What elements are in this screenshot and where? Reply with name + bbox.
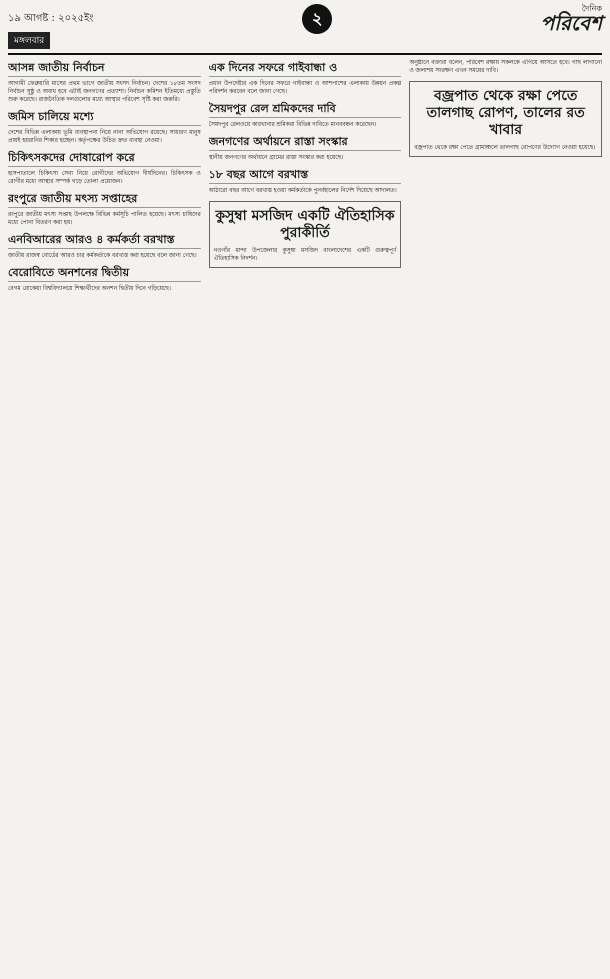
article-headline: রংপুরে জাতীয় মৎস্য সপ্তাহের (8, 192, 201, 208)
issue-date: ১৯ আগষ্ট : ২০২৫ইং (8, 12, 94, 24)
article-body: হাসপাতালে চিকিৎসা সেবা নিয়ে রোগীদের অভিযোগ দীর্ঘদিনের। চিকিৎসক ও রোগীর মধ্যে আস্থার সম্পর্ক গড়ে তোলা প্রয়োজন। (8, 171, 201, 185)
article-headline: চিকিৎসকদের দোষারোপ করে (8, 151, 201, 167)
column-left (8, 59, 201, 979)
feature-article (209, 201, 402, 268)
article-headline: সৈয়দপুর রেল শ্রমিকদের দাবি (209, 102, 402, 118)
article-headline: বেরোবিতে অনশনের দ্বিতীয় (8, 266, 201, 282)
article (8, 151, 201, 186)
article-headline: জমিস চালিয়ে মশ্যে (8, 110, 201, 126)
article-body: অনুষ্ঠানে বক্তারা বলেন, পরিবেশ রক্ষায় সকলকে এগিয়ে আসতে হবে। গাছ লাগানো ও জলাশয় সংরক্ষণ এখন সময়ের দাবি। (409, 60, 602, 74)
day-row (8, 32, 602, 49)
feature-article (409, 81, 602, 157)
article-body: স্থানীয় জনগণের অর্থায়নে গ্রামের রাস্তা সংস্কার করা হয়েছে। (208, 155, 344, 161)
feature-headline: বজ্রপাত থেকে রক্ষা পেতে তালগাছ রোপণ, তালের রত খাবার (426, 88, 585, 138)
weekday-label: মঙ্গলবার (8, 32, 50, 49)
article-body: সৈয়দপুর রেলওয়ে কারখানার শ্রমিকরা বিভিন্ন দাবিতে মানববন্ধন করেছেন। (208, 122, 377, 128)
article-headline: এনবিআরের আরও ৪ কর্মকর্তা বরখাস্ত (8, 233, 201, 249)
masthead (8, 4, 602, 35)
article-headline: ১৮ বছর আগে বরখাস্ত (209, 168, 402, 184)
article-headline: এক দিনের সফরে গাইবান্ধা ও (209, 61, 402, 77)
article (209, 61, 402, 96)
article-body: বেগম রোকেয়া বিশ্ববিদ্যালয়ে শিক্ষার্থীদের অনশন দ্বিতীয় দিনে গড়িয়েছে। (8, 286, 171, 292)
article (409, 59, 602, 75)
column-right (409, 59, 602, 979)
article (209, 102, 402, 129)
article (8, 233, 201, 260)
article (8, 110, 201, 145)
page-number-badge: ২ (302, 4, 332, 34)
article-headline: আসন্ন জাতীয় নির্বাচন (8, 61, 201, 77)
article-headline: জনগণের অর্থায়নে রাস্তা সংস্কার (209, 135, 402, 151)
column-middle (209, 59, 402, 979)
article-body: দেশের বিভিন্ন এলাকায় ভূমি ব্যবস্থাপনা নিয়ে নানা অভিযোগ রয়েছে। সাধারণ মানুষ প্রায়ই হয়রানির শিকার হচ্ছেন। কর্তৃপক্ষের উচিত দ্রুত ব্যবস্থা নেওয়া। (8, 130, 201, 144)
article-body: প্রধান উপদেষ্টার এক দিনের সফরে গাইবান্ধা ও আশপাশের এলাকায় উন্নয়ন প্রকল্প পরিদর্শন করবেন বলে জানা গেছে। (208, 81, 402, 95)
article (209, 168, 402, 195)
newspaper-logo (541, 5, 602, 33)
article-body: আগামী ফেব্রুয়ারি মাসের প্রথম ভাগে জাতীয় সংসদ নির্বাচন। দেশের ১৮তম সংসদ নির্বাচন সুষ্ঠু ও অবাধ হবে এটাই জনগণের প্রত্যাশা। নির্বাচন কমিশন ইতিমধ্যে প্রস্তুতি শুরু করেছে। রাজনৈতিক দলগুলোর মধ্যে আস্থার পরিবেশ সৃষ্টি করা জরুরি। (8, 81, 201, 103)
article-body: বজ্রপাত থেকে রক্ষা পেতে গ্রামাঞ্চলে তালগাছ রোপণের উদ্যোগ নেওয়া হয়েছে। (414, 145, 596, 151)
logo-big-text: পরিবেশ (540, 11, 602, 35)
logo-small-text: দৈনিক (581, 4, 602, 13)
article (8, 266, 201, 293)
article-body: রংপুরে জাতীয় মৎস্য সপ্তাহ উপলক্ষে বিভিন্ন কর্মসূচি পালিত হয়েছে। মৎস্য চাষিদের মধ্যে পোনা বিতরণ করা হয়। (8, 212, 201, 226)
article-columns (8, 59, 602, 979)
date-bar (8, 11, 94, 28)
article (8, 61, 201, 104)
article (209, 135, 402, 162)
article-body: জাতীয় রাজস্ব বোর্ডের আরও চার কর্মকর্তাকে বরখাস্ত করা হয়েছে বলে জানা গেছে। (8, 253, 197, 259)
feature-headline: কুসুম্বা মসজিদ একটি ঐতিহাসিক পুরাকীর্তি (215, 208, 395, 241)
article-body: নওগাঁর মান্দা উপজেলার কুসুম্বা মসজিদ বাংলাদেশের একটি গুরুত্বপূর্ণ ঐতিহাসিক নিদর্শন। (213, 248, 397, 262)
article (8, 192, 201, 227)
article-body: আঠারো বছর আগে বরখাস্ত হওয়া কর্মকর্তাকে পুনর্বহালের নির্দেশ দিয়েছে আদালত। (208, 188, 397, 194)
header-divider (8, 53, 602, 55)
